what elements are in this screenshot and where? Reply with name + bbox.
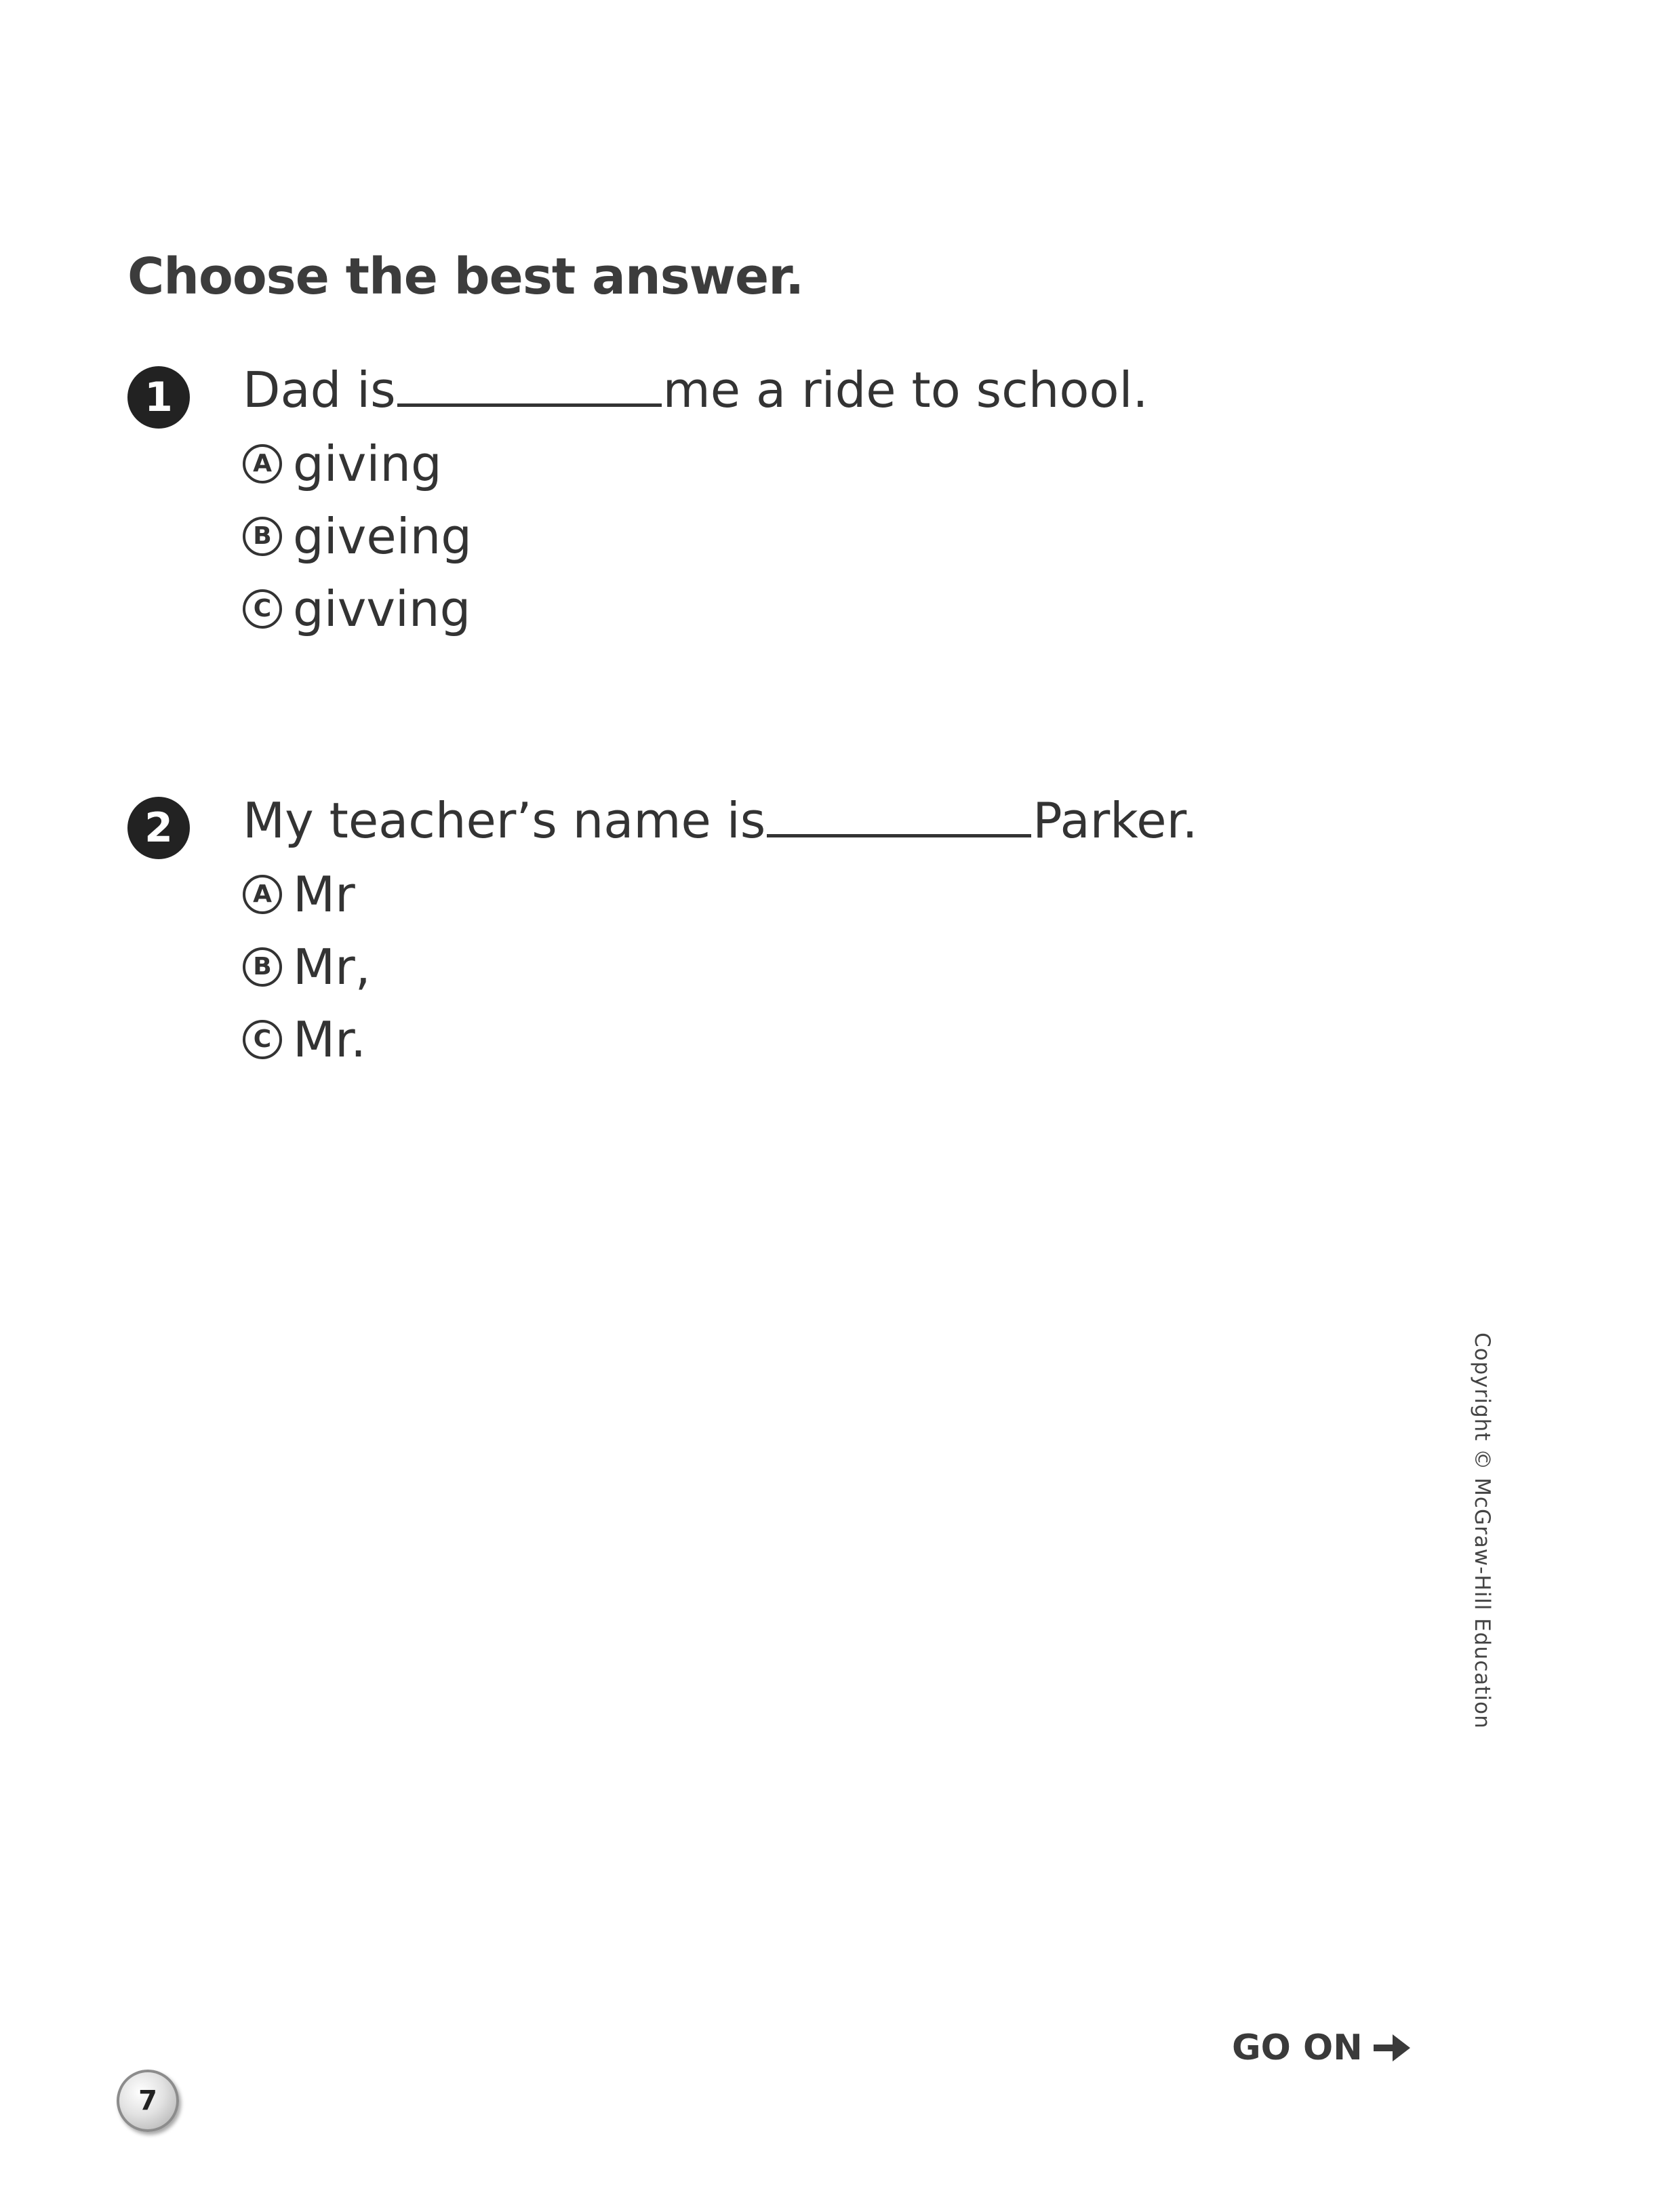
copyright-notice: Copyright © McGraw-Hill Education (1470, 1332, 1494, 1729)
option-c[interactable] (243, 572, 472, 645)
instruction-heading: Choose the best answer. (127, 248, 804, 306)
stem-text-after: me a ride to school. (662, 361, 1148, 418)
question-number: 2 (127, 797, 190, 859)
option-c[interactable] (243, 1003, 371, 1075)
answer-bubble[interactable]: A (243, 444, 282, 483)
go-on-label: GO ON (1232, 2028, 1363, 2068)
question-number: 1 (127, 366, 190, 429)
answer-bubble[interactable]: B (243, 517, 282, 556)
stem-text-before: My teacher’s name is (243, 792, 766, 849)
option-text: Mr (293, 865, 355, 923)
option-text: Mr. (293, 1010, 366, 1068)
option-text: givving (293, 580, 471, 637)
answer-bubble[interactable]: C (243, 1020, 282, 1059)
arrow-right-icon (1372, 2032, 1413, 2064)
stem-text-after: Parker. (1033, 792, 1198, 849)
stem-text-before: Dad is (243, 361, 396, 418)
go-on-button[interactable] (1232, 2028, 1413, 2068)
answer-bubble[interactable]: A (243, 875, 282, 914)
answer-options (243, 427, 472, 645)
option-text: Mr, (293, 938, 371, 995)
answer-bubble[interactable]: C (243, 589, 282, 629)
question-stem (243, 353, 1148, 427)
option-text: giving (293, 435, 442, 492)
answer-blank (397, 357, 662, 407)
option-text: giveing (293, 507, 472, 565)
page-number-badge: 7 (117, 2070, 179, 2132)
option-b[interactable] (243, 500, 472, 572)
option-a[interactable] (243, 427, 472, 500)
answer-bubble[interactable]: B (243, 947, 282, 987)
question-stem (243, 783, 1197, 858)
option-b[interactable] (243, 930, 371, 1003)
answer-options (243, 858, 371, 1075)
option-a[interactable] (243, 858, 371, 930)
answer-blank (767, 788, 1031, 837)
